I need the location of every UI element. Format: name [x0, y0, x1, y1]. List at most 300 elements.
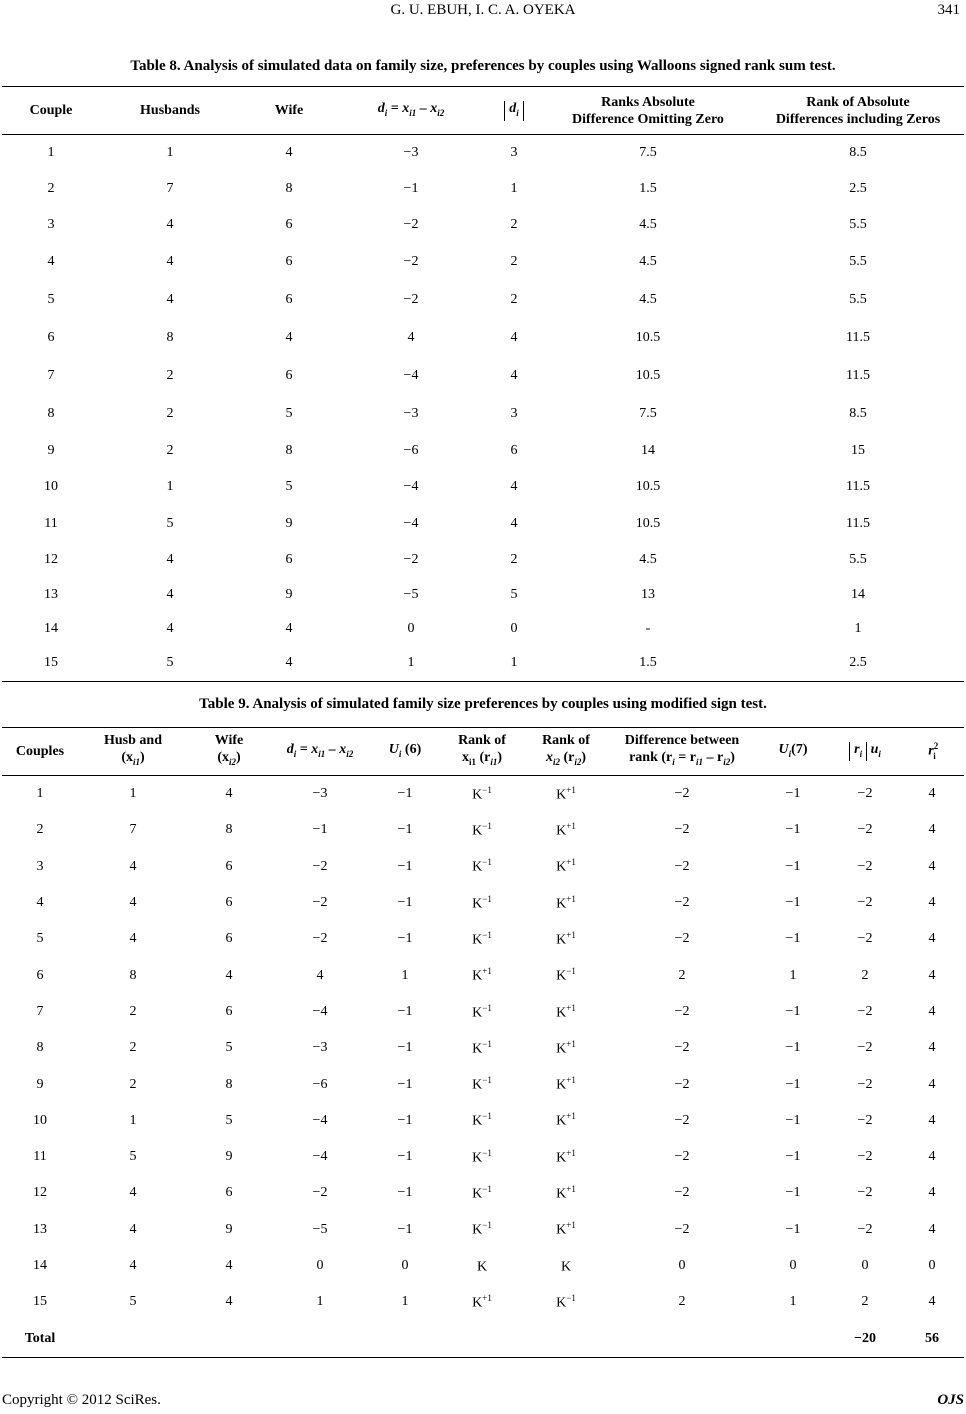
table-cell: 5 [166, 655, 174, 671]
table-cell: 2.5 [849, 180, 867, 196]
table-cell: $K^{-1}$ [472, 821, 492, 839]
table-cell [370, 1320, 440, 1357]
table-cell: −1 [397, 931, 413, 947]
table9-header-wife: Wife $(x_{i2})$ [214, 733, 244, 767]
table-cell: - [645, 620, 651, 636]
table-cell: 8.5 [849, 144, 867, 160]
table-cell: 5.5 [849, 291, 867, 307]
table-row [2, 542, 964, 578]
table-cell: 8 [285, 180, 293, 196]
table-cell: −1 [785, 858, 801, 874]
table-cell: 1 [789, 1294, 797, 1310]
table-cell: 4 [928, 858, 936, 874]
table-cell: −1 [397, 822, 413, 838]
table-cell: 4 [285, 620, 293, 636]
table-cell: $K^{+1}$ [556, 1075, 576, 1093]
table-cell: 2 [861, 1294, 869, 1310]
table-cell: 2 [678, 967, 686, 983]
table-cell: $K^{+1}$ [556, 1220, 576, 1239]
table-cell: $K^{-1}$ [472, 784, 492, 803]
table-cell: 0 [928, 1258, 936, 1273]
table-cell: $K^{-1}$ [472, 1002, 492, 1021]
table-cell: 3 [510, 405, 518, 421]
table-cell: 2.5 [849, 655, 867, 671]
table-cell: 1 [510, 180, 518, 196]
table-cell: 4 [166, 216, 174, 232]
table-cell: −2 [403, 291, 419, 307]
table-cell: 4 [129, 1185, 137, 1201]
table-cell: −2 [857, 858, 873, 874]
table-cell: $K^{+1}$ [556, 893, 576, 912]
table-cell: 8 [225, 1076, 233, 1092]
table-cell: 5 [129, 1294, 137, 1310]
table-cell: 5 [36, 931, 44, 947]
table-row [2, 207, 964, 243]
table-cell: −4 [403, 479, 419, 494]
table-cell: −2 [312, 931, 328, 947]
table-cell: −2 [312, 895, 328, 911]
table-cell: −2 [857, 1076, 873, 1092]
table-cell: −2 [674, 1185, 690, 1201]
table-cell: −1 [397, 786, 413, 802]
table-cell: 4 [225, 967, 233, 983]
table-cell: 0 [510, 620, 518, 636]
table-cell: −2 [674, 1076, 690, 1092]
table-cell: −2 [674, 895, 690, 911]
table-cell: −2 [674, 1112, 690, 1128]
table-cell: −2 [312, 1185, 328, 1201]
table-cell: 14 [851, 586, 865, 602]
table-cell: 8.5 [849, 405, 867, 421]
table-cell: 7 [129, 822, 137, 838]
table-cell: $K^{-1}$ [472, 1184, 492, 1202]
table-cell: 6 [285, 216, 293, 232]
table-cell: 5.5 [849, 216, 867, 232]
table-cell: 9 [285, 586, 293, 602]
table-cell: 1 [407, 655, 415, 671]
table-cell: −2 [674, 822, 690, 838]
table-cell: 7 [166, 180, 174, 196]
table-cell: 4 [225, 786, 233, 802]
table8-header-row [2, 87, 964, 135]
table8-body [2, 135, 964, 682]
table-cell: 4 [928, 1112, 936, 1128]
table-cell: 2 [510, 291, 518, 307]
table-cell: $K^{+1}$ [556, 1111, 576, 1130]
table-row [2, 243, 964, 281]
table-cell: 8 [47, 405, 55, 421]
table-cell: −1 [397, 1112, 413, 1128]
table-cell: 11.5 [846, 515, 870, 531]
table-cell: −6 [312, 1076, 328, 1092]
footer-copyright: Copyright © 2012 SciRes. [2, 1392, 161, 1408]
table9-header-u7: $U_i(7)$ [778, 741, 808, 759]
table-row [2, 885, 964, 921]
table-cell: 2 [47, 180, 55, 196]
table-cell: 2 [129, 1003, 137, 1019]
table8-header-ranks-omitting-zero: Ranks Absolute Difference Omitting Zero [572, 94, 724, 127]
table9-header-rank-difference: Difference between rank $(r_i = r_{i1} - r_{i2})$ [624, 733, 740, 767]
table-cell: $K^{+1}$ [556, 821, 576, 839]
table-cell: 1 [789, 967, 797, 983]
table-cell: 10 [44, 479, 58, 494]
table-cell: 15 [33, 1294, 47, 1310]
table-cell: −3 [403, 144, 419, 160]
table-cell: 4.5 [639, 551, 657, 567]
table-cell: 12 [33, 1185, 47, 1201]
table9-header-couples: Couples [15, 744, 65, 759]
table-row [2, 171, 964, 207]
table-row [2, 921, 964, 957]
table-cell: −1 [785, 1221, 801, 1237]
table-cell: −1 [397, 1003, 413, 1019]
table-cell: 2 [129, 1076, 137, 1092]
table-cell: 4 [510, 515, 518, 531]
table-cell: −2 [857, 786, 873, 802]
table-cell: 1 [166, 144, 174, 160]
table-cell: $K^{-1}$ [472, 1220, 492, 1239]
table-row [2, 281, 964, 319]
table-cell: −3 [403, 405, 419, 421]
table-cell: $K^{-1}$ [472, 857, 492, 876]
table-row [2, 1066, 964, 1102]
table-cell: 15 [851, 442, 865, 458]
footer-journal: OJS [937, 1392, 964, 1408]
table-cell: −2 [312, 858, 328, 874]
table-cell: 13 [44, 586, 58, 602]
table-cell: 7 [36, 1003, 44, 1019]
table-row [2, 1284, 964, 1320]
table-cell: 1 [129, 1112, 137, 1128]
table8-caption: Table 8. Analysis of simulated data on family size, preferences by couples using Walloons signed rank sum test. [130, 58, 836, 74]
table9-header-difference: $d_i = x_{i1} - x_{i2}$ [286, 741, 354, 759]
table-cell: 1 [510, 655, 518, 671]
table-cell: −2 [674, 1149, 690, 1165]
table-cell: 4 [285, 329, 293, 345]
table-cell: −4 [312, 1112, 328, 1128]
table-cell: 10 [33, 1112, 47, 1128]
table-cell: 4 [928, 1221, 936, 1237]
table-cell: 4 [129, 931, 137, 947]
table-cell: 4 [928, 1040, 936, 1056]
table-cell: 4 [129, 895, 137, 911]
table-cell: $K^{-1}$ [556, 1292, 576, 1311]
table-cell: 0 [789, 1258, 797, 1273]
table-cell: −1 [785, 1076, 801, 1092]
table-row [2, 1212, 964, 1248]
table-cell: 2 [678, 1294, 686, 1310]
table-cell: 5.5 [849, 551, 867, 567]
running-head-authors: G. U. EBUH, I. C. A. OYEKA [390, 2, 576, 18]
table-cell: 2 [510, 551, 518, 567]
table-cell: 5 [285, 479, 293, 494]
table-cell: 5.5 [849, 253, 867, 269]
table-row [2, 1030, 964, 1066]
table-row [2, 357, 964, 395]
table-cell: −5 [312, 1221, 328, 1237]
table-cell: −2 [674, 1003, 690, 1019]
table-cell: −2 [857, 822, 873, 838]
table-cell: 8 [36, 1040, 44, 1056]
table-cell: −1 [785, 931, 801, 947]
table-row [2, 319, 964, 357]
table9 [2, 727, 964, 1358]
table-cell: −2 [403, 551, 419, 567]
table-cell: 4.5 [639, 216, 657, 232]
table-cell: 11.5 [846, 329, 870, 345]
table-cell: −4 [403, 515, 419, 531]
table-cell: 2 [166, 405, 174, 421]
table-cell: −4 [403, 367, 419, 383]
table9-header-husband: Husb and $(x_{i1})$ [104, 733, 162, 767]
table-cell: −5 [403, 586, 419, 602]
table-cell: −1 [397, 1040, 413, 1056]
table-cell: $K^{+1}$ [472, 966, 492, 984]
table8-header-wife: Wife [274, 103, 304, 118]
table-cell: 10.5 [635, 329, 661, 345]
table-cell: 1 [854, 620, 862, 636]
table-cell: 14 [44, 620, 58, 636]
table-cell: 4 [225, 1258, 233, 1273]
table-cell: 11.5 [846, 367, 870, 383]
table-cell: $K^{+1}$ [556, 1002, 576, 1021]
table8-header-difference: $d_i = x_{i1} - x_{i2}$ [377, 100, 445, 118]
table-cell: 9 [36, 1076, 44, 1092]
table-cell: −2 [674, 786, 690, 802]
table-cell: 1 [166, 479, 174, 494]
table8-header-abs-difference: $d_i$ [484, 87, 544, 135]
table-cell: 6 [225, 931, 233, 947]
table-cell: $K^{-1}$ [472, 893, 492, 912]
table-cell: −1 [785, 895, 801, 911]
table-cell: 4 [928, 1076, 936, 1092]
table-cell: 2 [510, 216, 518, 232]
table-cell: $K^{-1}$ [556, 966, 576, 984]
table-cell: 4 [510, 479, 518, 494]
table-cell: 6 [285, 367, 293, 383]
table-cell: −1 [785, 1040, 801, 1056]
table-cell: 4 [316, 967, 324, 983]
table-row [2, 395, 964, 433]
table-cell: 6 [225, 1003, 233, 1019]
table-cell: 7 [47, 367, 55, 383]
table-cell: 1.5 [639, 180, 657, 196]
table-cell: 10.5 [635, 515, 661, 531]
table-cell: 4 [129, 1221, 137, 1237]
table-cell: −2 [857, 1040, 873, 1056]
table-cell: −1 [785, 1112, 801, 1128]
running-head [0, 2, 966, 22]
table-cell: 9 [285, 515, 293, 531]
table-row [2, 612, 964, 646]
table-cell: 1 [47, 144, 55, 160]
table-cell: −2 [857, 1221, 873, 1237]
table-cell: −2 [857, 895, 873, 911]
table9-total-row [2, 1320, 964, 1357]
table-cell: −2 [674, 858, 690, 874]
table-cell: 5 [129, 1149, 137, 1165]
table9-header-rank-wife: Rank of $x_{i2}$ $(r_{i2})$ [542, 733, 590, 767]
table-cell: −2 [403, 216, 419, 232]
table-cell: −2 [857, 1149, 873, 1165]
table-cell: 4 [928, 786, 936, 802]
table9-header-u6: $U_i$ (6) [388, 741, 422, 759]
table-cell: −1 [397, 1076, 413, 1092]
table-cell: −1 [397, 1185, 413, 1201]
table-cell: 6 [225, 1185, 233, 1201]
table-cell: 1 [36, 786, 44, 802]
table-cell: 11 [33, 1149, 47, 1165]
table-cell: 6 [285, 551, 293, 567]
table-row [2, 135, 964, 171]
table-row [2, 433, 964, 469]
table-cell: 7.5 [639, 405, 657, 421]
table-cell: 15 [44, 655, 58, 671]
total-label: Total [24, 1330, 56, 1346]
table-cell: 4 [510, 367, 518, 383]
table-cell: 3 [510, 144, 518, 160]
table-cell: −3 [312, 1040, 328, 1056]
table-cell [756, 1320, 830, 1357]
table-cell: 4 [225, 1294, 233, 1310]
table-cell: 9 [47, 442, 55, 458]
table-cell: 4 [166, 291, 174, 307]
table9-header-rank-husband: Rank of $x_{i1}$ $(r_{i1})$ [458, 733, 506, 767]
table-cell: 6 [285, 291, 293, 307]
table-row [2, 1103, 964, 1139]
table9-caption: Table 9. Analysis of simulated family size preferences by couples using modified sign test. [199, 696, 767, 712]
table-cell: 4 [166, 620, 174, 636]
table9-header-r-squared: $r^2_i$ [928, 741, 939, 761]
table-row [2, 1248, 964, 1284]
table-cell: 2 [861, 967, 869, 983]
table-cell: 10.5 [635, 367, 661, 383]
table-cell: 2 [129, 1040, 137, 1056]
table9-header-row [2, 728, 964, 776]
table-cell: −1 [785, 822, 801, 838]
table-cell: 6 [225, 895, 233, 911]
table8 [2, 86, 964, 682]
table-cell: −2 [674, 1221, 690, 1237]
table-cell: $K^{-1}$ [472, 1075, 492, 1093]
table-cell: 2 [510, 253, 518, 269]
table-cell: −2 [403, 253, 419, 269]
table-cell: 13 [641, 586, 655, 602]
table-cell: 4 [928, 967, 936, 983]
table-cell: 6 [47, 329, 55, 345]
table-cell: −2 [674, 931, 690, 947]
table-cell: 5 [510, 586, 518, 602]
table-cell: 14 [33, 1258, 47, 1273]
table-cell: 4 [928, 1294, 936, 1310]
table-cell: 0 [678, 1258, 686, 1273]
table-row [2, 469, 964, 506]
table-cell: $K^{-1}$ [472, 930, 492, 948]
table-cell: 4 [928, 895, 936, 911]
table-cell: −2 [857, 1112, 873, 1128]
table-cell [188, 1320, 270, 1357]
table-cell: −1 [403, 180, 419, 196]
total-sum-r2: 56 [925, 1330, 939, 1346]
table-cell: $K^{+1}$ [556, 930, 576, 948]
table-row [2, 1175, 964, 1211]
table-cell: $K^{-1}$ [472, 1038, 492, 1057]
table-cell [524, 1320, 608, 1357]
table-cell: 5 [47, 291, 55, 307]
table-cell [440, 1320, 524, 1357]
table-row [2, 506, 964, 542]
table-cell: 4 [285, 655, 293, 671]
table-cell: $K^{+1}$ [556, 1184, 576, 1202]
table-cell: 11 [44, 515, 58, 531]
table-row [2, 849, 964, 885]
table9-header-abs-r-u: $r_i$ $u_i$ [830, 728, 900, 776]
table-cell: 2 [166, 442, 174, 458]
table-cell: 4 [510, 329, 518, 345]
table-cell: −3 [312, 786, 328, 802]
table-cell: 1 [129, 786, 137, 802]
table-cell: 7.5 [639, 144, 657, 160]
table-cell: −2 [857, 1003, 873, 1019]
table-cell: 6 [36, 967, 44, 983]
table-row [2, 646, 964, 682]
table-cell: 1.5 [639, 655, 657, 671]
table-cell: $K^{+1}$ [556, 1147, 576, 1166]
table-cell: 9 [225, 1149, 233, 1165]
table-cell: −4 [312, 1003, 328, 1019]
table-cell: 5 [225, 1040, 233, 1056]
table-cell: −2 [674, 1040, 690, 1056]
table-cell: 6 [285, 253, 293, 269]
table-cell: 4 [129, 1258, 137, 1273]
table-cell: 6 [510, 442, 518, 458]
table-cell: 0 [316, 1258, 324, 1273]
table-cell: 4 [928, 1185, 936, 1201]
table-cell: 8 [285, 442, 293, 458]
table-cell: 4 [928, 1003, 936, 1019]
total-sum-ru: −20 [854, 1330, 876, 1346]
table-cell: $K^{+1}$ [556, 1038, 576, 1057]
table-cell: $K^{-1}$ [472, 1147, 492, 1166]
table-cell: 4 [47, 253, 55, 269]
table-cell: 8 [225, 822, 233, 838]
table-cell: 5 [285, 405, 293, 421]
table-cell: 0 [401, 1258, 409, 1273]
table-cell: 4 [407, 329, 415, 345]
table-cell: 4 [928, 822, 936, 838]
table-cell: −2 [857, 1185, 873, 1201]
table-cell: 12 [44, 551, 58, 567]
table-cell: 4 [166, 551, 174, 567]
table-cell: K [476, 1259, 488, 1275]
table-cell: −1 [312, 822, 328, 838]
page-number: 341 [937, 2, 960, 18]
table-cell: 4 [928, 1149, 936, 1165]
table-cell: −6 [403, 442, 419, 458]
table-row [2, 1139, 964, 1175]
table-cell: −1 [785, 1149, 801, 1165]
table-cell: 5 [225, 1112, 233, 1128]
table-cell: 3 [36, 858, 44, 874]
table-cell: −1 [397, 858, 413, 874]
table-cell: −4 [312, 1149, 328, 1165]
table8-header-husbands: Husbands [140, 103, 200, 118]
table-cell: $K^{+1}$ [556, 857, 576, 876]
table-cell: 8 [129, 967, 137, 983]
table-cell: $K^{-1}$ [472, 1111, 492, 1130]
table-row [2, 994, 964, 1030]
table-cell [78, 1320, 188, 1357]
